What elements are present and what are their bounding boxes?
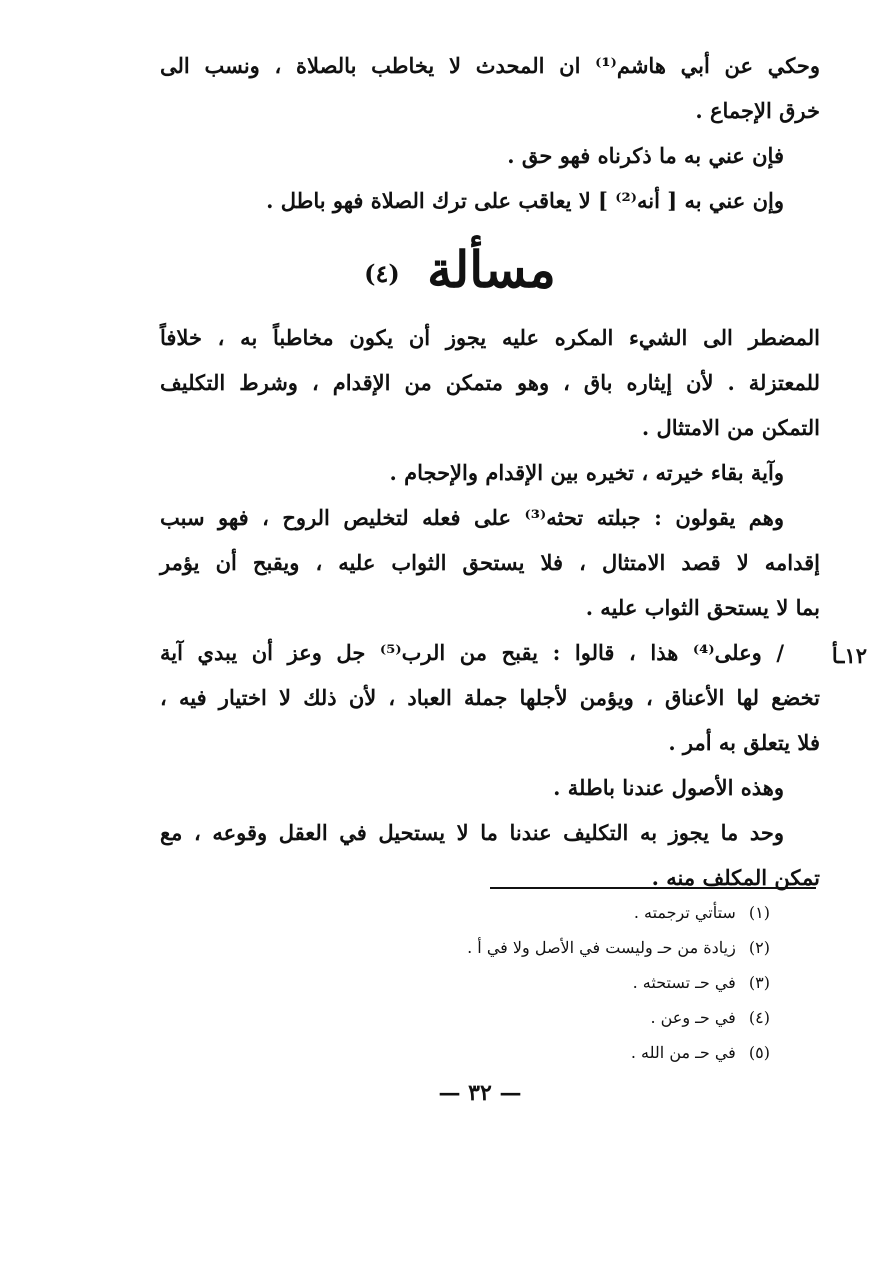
text-line: المضطر الى الشيء المكره عليه يجوز أن يكون مخاطباً به ، خلافاً [160, 325, 820, 350]
text-line: وإن عني به [ أنه⁽²⁾ ] لا يعاقب على ترك الصلاة فهو باطل . [266, 188, 784, 213]
footnote-number: (٣) [748, 973, 770, 992]
text-line: وهم يقولون : جبلته تحثه⁽³⁾ على فعله لتخليص الروح ، فهو سبب [160, 505, 784, 530]
folio-margin-note: ١٢ـأ [831, 643, 867, 668]
footnote-text: في حـ من الله . [630, 1043, 736, 1062]
footnote-divider [490, 887, 816, 889]
text-line: وهذه الأصول عندنا باطلة . [553, 775, 784, 800]
footnote-item [300, 930, 770, 965]
footnote-item [300, 1035, 770, 1070]
text-line: فلا يتعلق به أمر . [668, 730, 820, 755]
footnote-text: ستأتي ترجمته . [633, 903, 736, 922]
text-line: التمكن من الامتثال . [641, 415, 820, 440]
footnote-item [300, 1000, 770, 1035]
page-number: — ٣٢ — [438, 1080, 522, 1106]
opening-paragraphs [160, 43, 820, 223]
section-heading [300, 235, 620, 305]
footnote-item [300, 965, 770, 1000]
heading-number: (٤) [364, 259, 400, 288]
footnote-text: في حـ وعن . [650, 1008, 736, 1027]
heading-title: مسألة [427, 240, 556, 299]
footnote-number: (٤) [748, 1008, 770, 1027]
text-line: وحد ما يجوز به التكليف عندنا ما لا يستحيل في العقل وقوعه ، مع [160, 820, 784, 845]
text-line: فإن عني به ما ذكرناه فهو حق . [507, 143, 784, 168]
text-line: وآية بقاء خيرته ، تخيره بين الإقدام والإحجام . [389, 460, 784, 485]
text-line: بما لا يستحق الثواب عليه . [585, 595, 820, 620]
footnote-text: في حـ تستحثه . [632, 973, 736, 992]
text-line: للمعتزلة . لأن إيثاره باق ، وهو متمكن من الإقدام ، وشرط التكليف [160, 370, 820, 395]
footnote-number: (٢) [748, 938, 770, 957]
text-line: وحكي عن أبي هاشم⁽¹⁾ ان المحدث لا يخاطب بالصلاة ، ونسب الى [160, 53, 820, 78]
main-body [160, 315, 820, 900]
text-line: تمكن المكلف منه . [651, 865, 820, 890]
footnote-number: (١) [748, 903, 770, 922]
text-line: خرق الإجماع . [695, 98, 820, 123]
text-line: / وعلى⁽⁴⁾ هذا ، قالوا : يقبح من الرب⁽⁵⁾ جل وعز أن يبدي آية [160, 640, 784, 665]
footnote-text: زيادة من حـ وليست في الأصل ولا في أ . [467, 938, 736, 957]
text-line: تخضع لها الأعناق ، ويؤمن لأجلها جملة العباد ، لأن ذلك لا اختيار فيه ، [160, 685, 820, 710]
footnote-number: (٥) [748, 1043, 770, 1062]
footnotes [300, 895, 770, 1070]
text-line: إقدامه لا قصد الامتثال ، فلا يستحق الثواب عليه ، ويقبح أن يؤمر [160, 550, 820, 575]
footnote-item [300, 895, 770, 930]
